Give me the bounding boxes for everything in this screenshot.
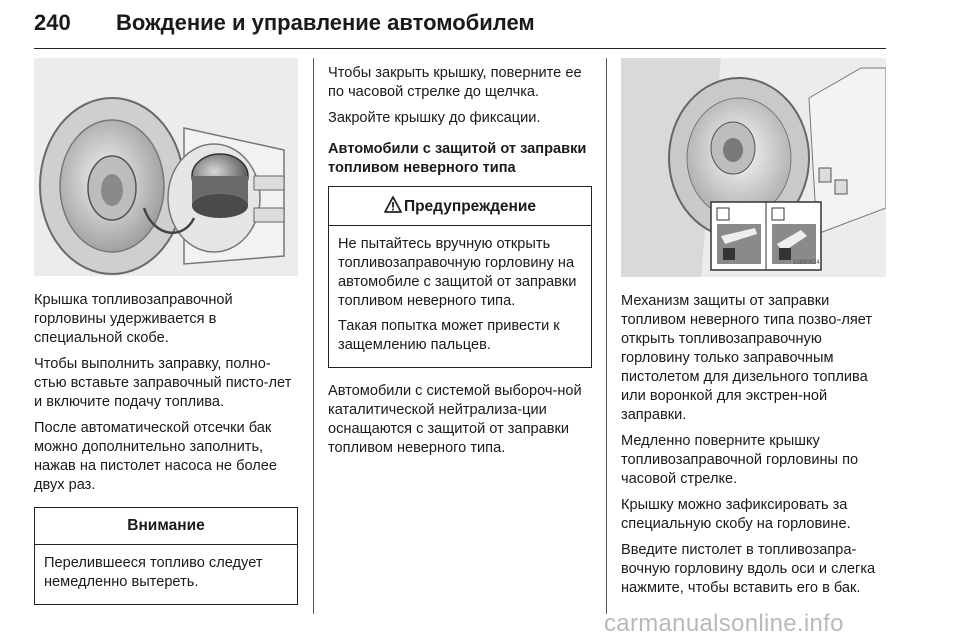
col3-text <box>621 292 886 598</box>
warning-title: Предупреждение <box>403 198 537 215</box>
warning-box <box>328 186 592 368</box>
attention-text: Перелившееся топливо следует немедленно вытереть. <box>44 555 263 590</box>
paragraph: Закройте крышку до фиксации. <box>328 110 541 126</box>
paragraph: Медленно поверните крышку топливозаправочной горловины по часовой стрелке. <box>621 433 859 487</box>
column-1 <box>34 58 298 605</box>
column-2 <box>328 64 592 465</box>
paragraph: После автоматической отсечки бак можно дополнительно заполнить, нажав на пистолет насоса не более двух раз. <box>34 420 277 493</box>
header-rule <box>34 48 886 49</box>
warning-triangle-icon <box>384 196 402 213</box>
fuel-cap-drawing <box>34 58 298 276</box>
chapter-title: Вождение и управление автомобилем <box>116 10 535 35</box>
section-subheading: Автомобили с защитой от заправки топливом неверного типа <box>328 141 587 176</box>
image-code: 15890624 <box>793 260 820 266</box>
column-divider-2 <box>606 58 607 614</box>
paragraph: Чтобы закрыть крышку, поверните ее по часовой стрелке до щелчка. <box>328 65 582 100</box>
fuel-cap-illustration <box>34 58 298 276</box>
page-number: 240 <box>34 10 71 35</box>
paragraph: Крышку можно зафиксировать за специальную скобу на горловине. <box>621 497 851 532</box>
column-divider-1 <box>313 58 314 614</box>
paragraph: Крышка топливозаправочной горловины удерживается в специальной скобе. <box>34 292 233 346</box>
warning-title-row <box>329 187 591 226</box>
page-header <box>34 6 886 46</box>
paragraph: Механизм защиты от заправки топливом неверного типа позво-ляет открыть топливозаправочную горловину только заправочным пистолетом для дизельного топлива или воронкой для экстрен-ной заправки. <box>621 293 873 423</box>
paragraph: Введите пистолет в топливозапра-вочную горловину вдоль оси и слегка нажмите, чтобы вставить его в бак. <box>621 542 876 596</box>
attention-title: Внимание <box>35 508 297 545</box>
warning-paragraph: Такая попытка может привести к защемлению пальцев. <box>338 318 560 353</box>
watermark: carmanualsonline.info <box>604 610 844 637</box>
paragraph: Чтобы выполнить заправку, полно-стью вставьте заправочный писто-лет и включите подачу топлива. <box>34 356 292 410</box>
column-3 <box>621 58 886 605</box>
paragraph: Автомобили с системой выбороч-ной каталитической нейтрализа-ции оснащаются с защитой от заправки топливом неверного типа. <box>328 383 582 456</box>
warning-paragraph: Не пытайтесь вручную открыть топливозаправочную горловину на автомобиле с защитой от заправки топливом неверного типа. <box>338 236 577 309</box>
attention-box <box>34 507 298 605</box>
misfuel-protection-drawing <box>621 58 886 277</box>
col1-text <box>34 291 298 495</box>
misfuel-protection-illustration <box>621 58 886 277</box>
